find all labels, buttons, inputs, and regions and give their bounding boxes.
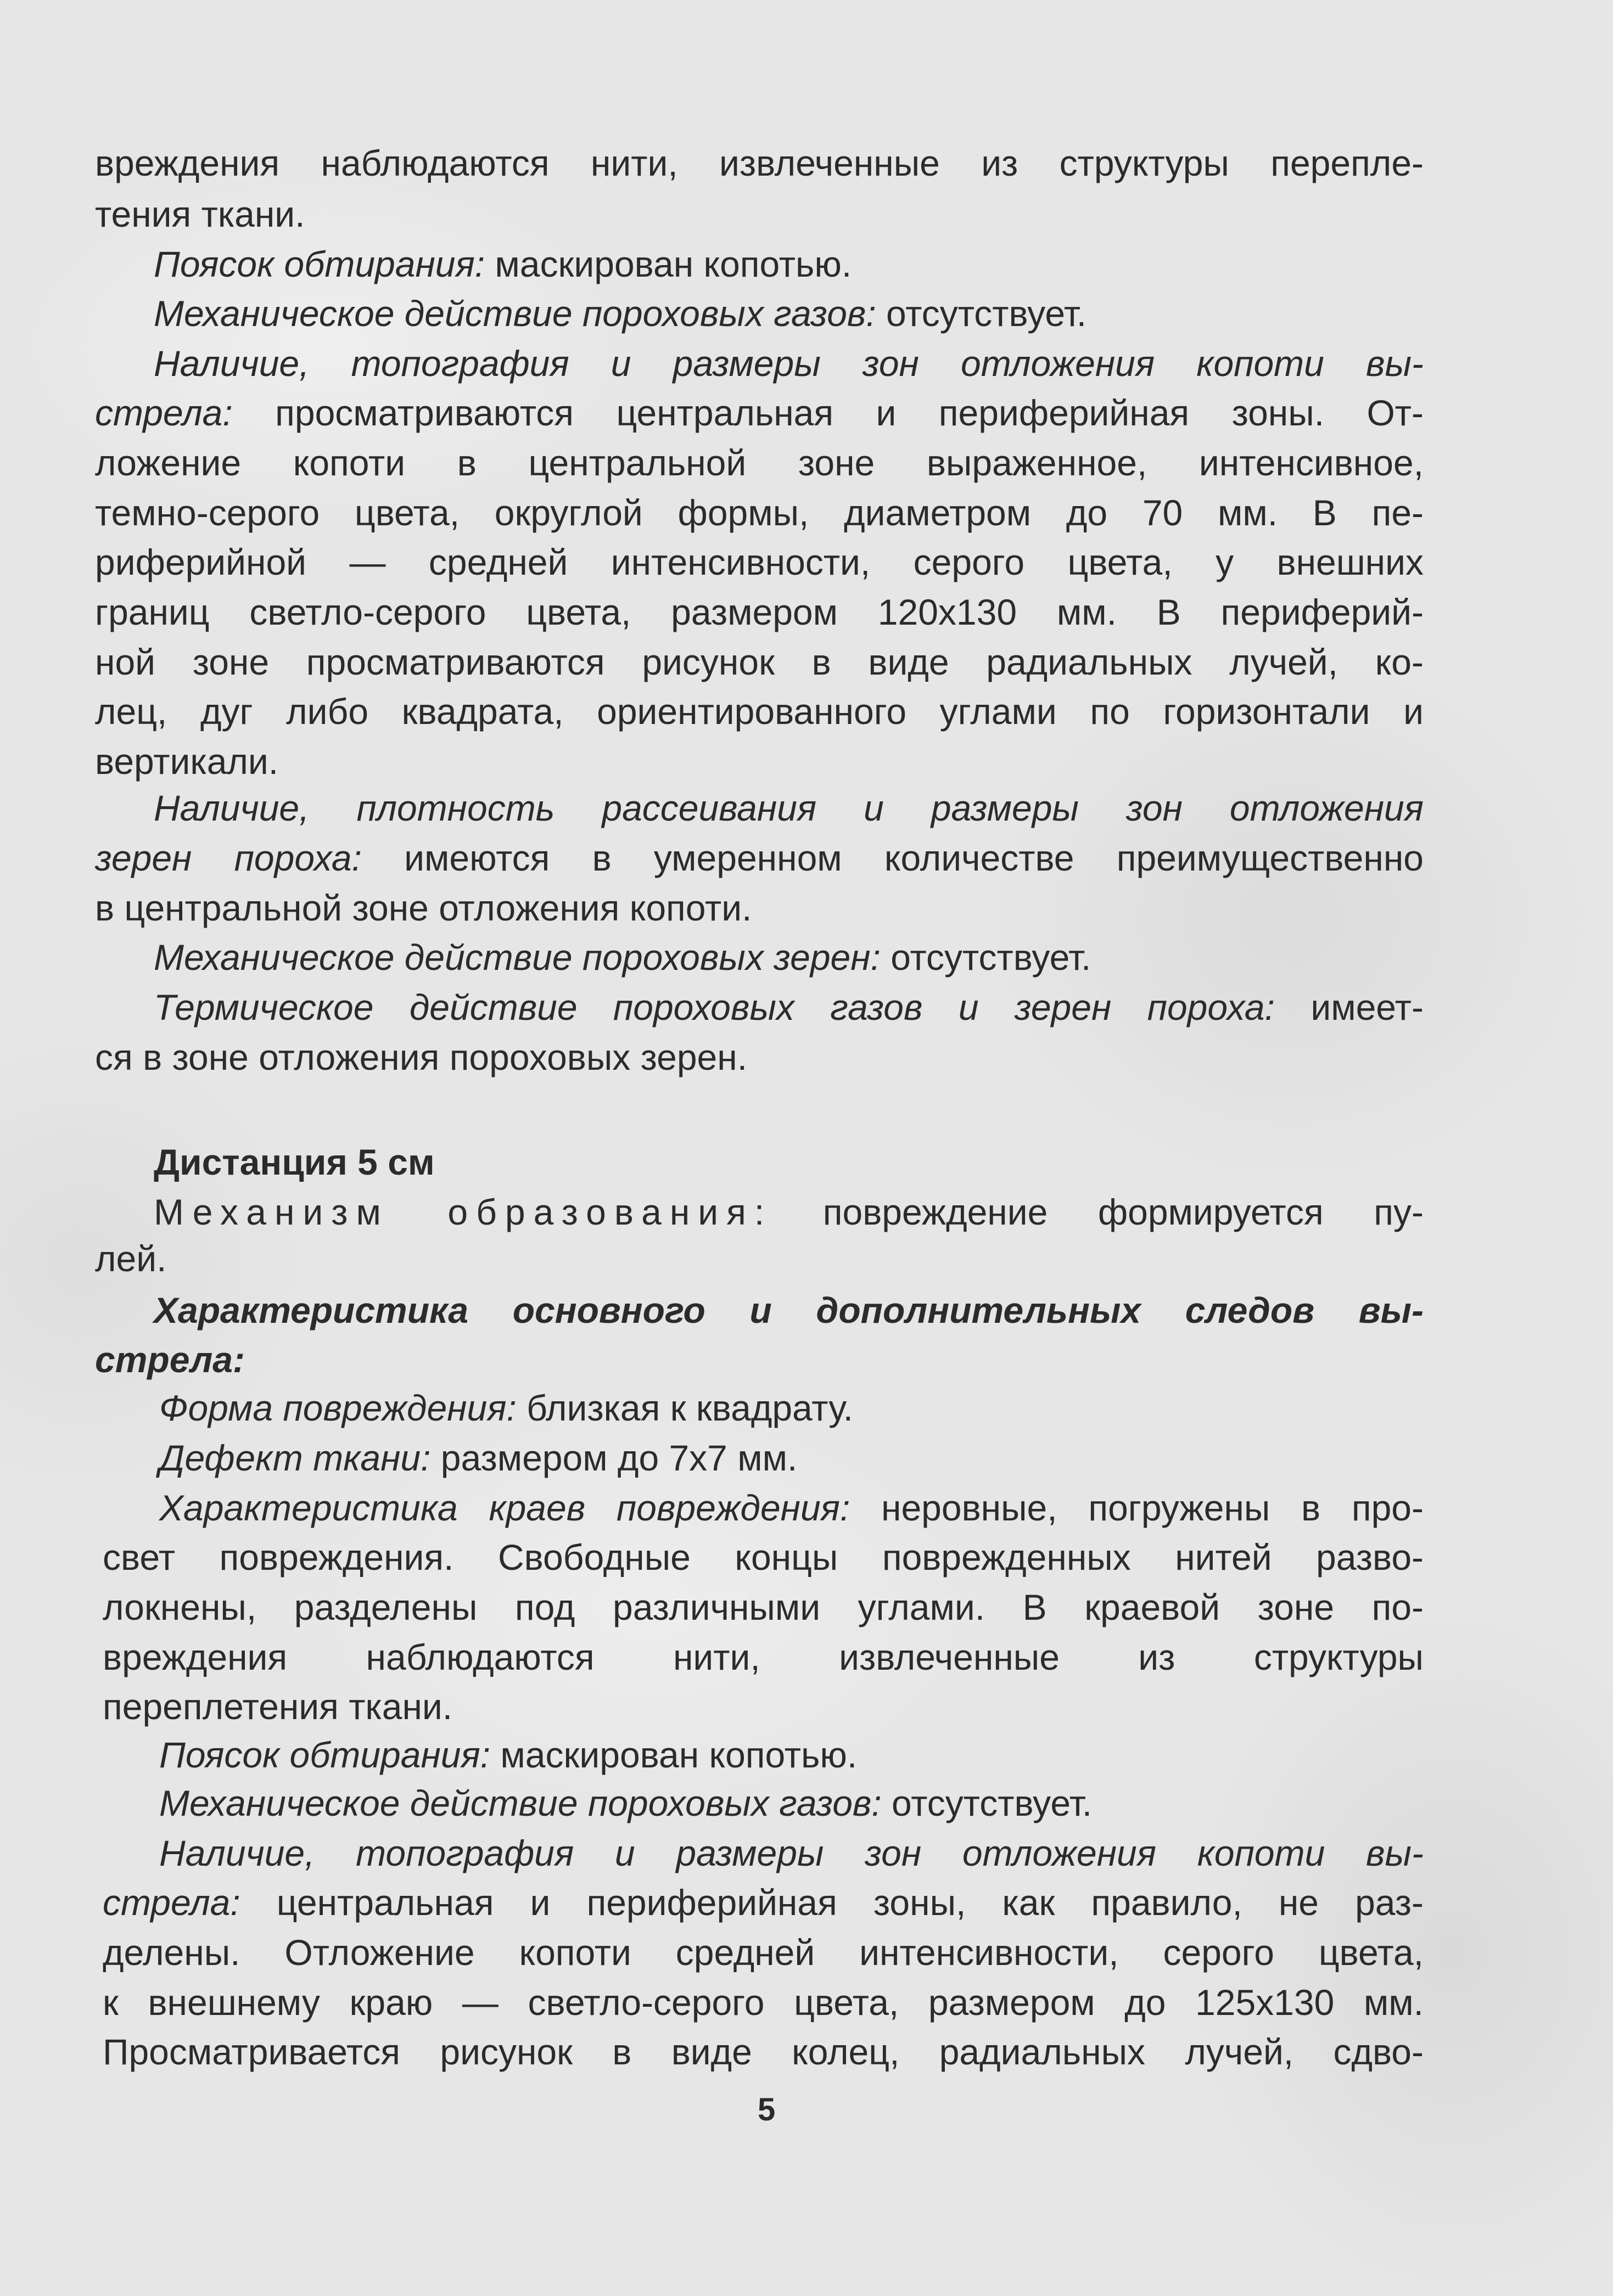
field-label: Дефект ткани:: [159, 1438, 431, 1478]
body-text: ся в зоне отложения пороховых зерен.: [95, 1037, 748, 1077]
field-label: Механическое действие пороховых зерен:: [154, 937, 881, 978]
page-number: 5: [758, 2092, 776, 2127]
text-line: [103, 1685, 1424, 1728]
body-text: Просматривается рисунок в виде колец, радиальных лучей, сдво-: [103, 2031, 1424, 2072]
body-text: лец, дуг либо квадрата, ориентированного углами по горизонтали и: [95, 691, 1424, 732]
body-text: размером до 7х7 мм.: [430, 1438, 798, 1478]
text-line: [154, 935, 1424, 979]
text-line: [154, 786, 1424, 830]
body-text: неровные, погружены в про-: [850, 1487, 1424, 1528]
field-label: зерен пороха:: [95, 838, 362, 878]
body-text: имеет-: [1274, 987, 1424, 1028]
text-line: [103, 1930, 1424, 1974]
text-line: [95, 540, 1424, 584]
body-text: повреждение формируется пу-: [772, 1192, 1424, 1232]
text-line: [95, 836, 1424, 880]
field-label: Характеристика краев повреждения:: [159, 1487, 850, 1528]
body-text: вреждения наблюдаются нити, извлеченные из структуры: [103, 1637, 1424, 1677]
text-line: [103, 1880, 1424, 1924]
section-heading: Дистанция 5 см: [154, 1142, 435, 1182]
text-line: [95, 590, 1424, 634]
body-text: в центральной зоне отложения копоти.: [95, 888, 752, 928]
body-text: вреждения наблюдаются нити, извлеченные из структуры перепле-: [95, 143, 1424, 183]
text-line: [154, 291, 1424, 335]
text-line: [159, 1831, 1424, 1875]
field-label: Поясок обтирания:: [154, 244, 485, 284]
text-line: [103, 1980, 1424, 2024]
body-text: к внешнему краю — светло-серого цвета, размером до 125х130 мм.: [103, 1982, 1424, 2023]
text-line: [95, 886, 1424, 930]
text-line: [95, 391, 1424, 435]
text-line: [95, 640, 1424, 684]
text-line: [95, 689, 1424, 733]
field-label: Наличие, топография и размеры зон отложения копоти вы-: [154, 343, 1424, 384]
field-label: стрела:: [103, 1882, 240, 1923]
text-line: [103, 1585, 1424, 1629]
body-text: близкая к квадрату.: [516, 1388, 854, 1428]
body-text: ложение копоти в центральной зоне выраженное, интенсивное,: [95, 442, 1424, 483]
field-label: стрела:: [95, 1339, 245, 1380]
body-text: тения ткани.: [95, 194, 305, 234]
text-line: [95, 1338, 1424, 1382]
body-text: ной зоне просматриваются рисунок в виде радиальных лучей, ко-: [95, 642, 1424, 682]
text-line: [103, 1635, 1424, 1679]
text-line: [159, 1486, 1424, 1530]
body-text: локнены, разделены под различными углами. В краевой зоне по-: [103, 1587, 1424, 1627]
body-text: маскирован копотью.: [485, 244, 852, 284]
text-line: [154, 1288, 1424, 1332]
text-line: [95, 491, 1424, 535]
text-line: [154, 1140, 1424, 1184]
body-text: вертикали.: [95, 741, 279, 782]
text-line: [95, 739, 1424, 783]
field-label: Наличие, плотность рассеивания и размеры зон отложения: [154, 788, 1424, 828]
body-text: отсутствует.: [876, 293, 1087, 334]
text-line: [95, 192, 1424, 236]
body-text: маскирован копотью.: [490, 1734, 858, 1775]
body-text: переплетения ткани.: [103, 1686, 453, 1727]
text-line: [95, 1237, 1424, 1281]
text-line: [154, 341, 1424, 385]
body-text: делены. Отложение копоти средней интенсивности, серого цвета,: [103, 1932, 1424, 1973]
body-text: имеются в умеренном количестве преимущественно: [361, 838, 1424, 878]
text-line: [103, 2030, 1424, 2074]
body-text: центральная и периферийная зоны, как правило, не раз-: [240, 1882, 1424, 1923]
text-line: [95, 1035, 1424, 1079]
body-text: лей.: [95, 1238, 167, 1279]
body-text: границ светло-серого цвета, размером 120х130 мм. В периферий-: [95, 592, 1424, 632]
body-text: темно-серого цвета, округлой формы, диаметром до 70 мм. В пе-: [95, 492, 1424, 533]
field-label: Термическое действие пороховых газов и зерен пороха:: [154, 987, 1275, 1028]
body-text: риферийной — средней интенсивности, серого цвета, у внешних: [95, 542, 1424, 582]
field-label: стрела:: [95, 392, 233, 433]
text-line: [95, 141, 1424, 185]
field-label: Характеристика основного и дополнительных следов вы-: [154, 1290, 1424, 1331]
text-line: [159, 1781, 1424, 1825]
text-line: [95, 441, 1424, 485]
text-line: [159, 1733, 1424, 1777]
body-text: свет повреждения. Свободные концы поврежденных нитей разво-: [103, 1537, 1424, 1578]
field-label: Механическое действие пороховых газов:: [159, 1783, 882, 1823]
text-line: [159, 1386, 1424, 1430]
text-line: [103, 1535, 1424, 1579]
field-label: Поясок обтирания:: [159, 1734, 491, 1775]
body-text: просматриваются центральная и периферийная зоны. От-: [232, 392, 1424, 433]
field-label: Форма повреждения:: [159, 1388, 517, 1428]
text-line: [154, 1190, 1424, 1234]
text-line: [159, 1436, 1424, 1480]
field-label: Механическое действие пороховых газов:: [154, 293, 876, 334]
text-line: [154, 985, 1424, 1029]
text-line: [154, 242, 1424, 286]
body-text: отсутствует.: [880, 937, 1091, 978]
field-label: Механизм образования:: [154, 1192, 773, 1232]
field-label: Наличие, топография и размеры зон отложения копоти вы-: [159, 1833, 1424, 1873]
body-text: отсутствует.: [881, 1783, 1093, 1823]
